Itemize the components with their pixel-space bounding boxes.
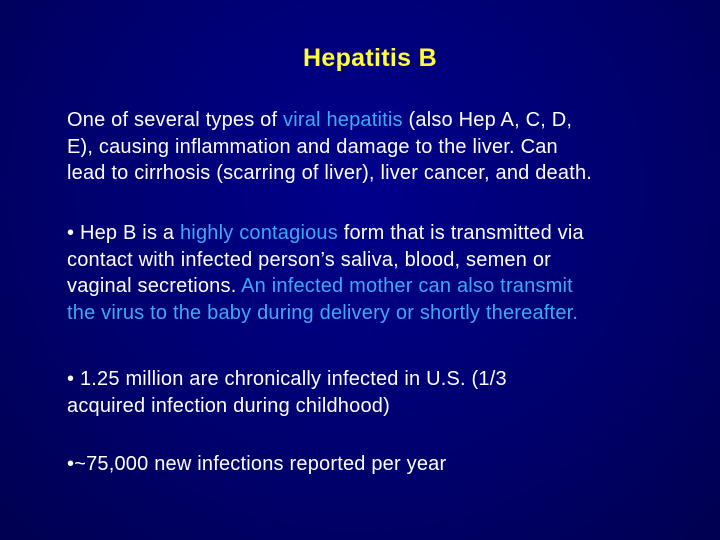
text-run: One of several types of xyxy=(67,109,284,131)
text-run: • Hep B is a xyxy=(67,222,180,244)
highlight-mother-transmission: An infected mother can also transmit xyxy=(241,275,573,297)
text-line xyxy=(67,273,687,300)
text-run: (also Hep A, C, D, xyxy=(402,109,573,131)
text-line: •~75,000 new infections reported per year xyxy=(67,453,447,475)
highlight-viral-hepatitis: viral hepatitis xyxy=(283,109,403,131)
text-line xyxy=(67,220,687,247)
text-line: • 1.25 million are chronically infected in U.S. (1/3 xyxy=(67,368,507,390)
text-line xyxy=(67,107,687,134)
text-run: form that is transmitted via xyxy=(337,222,584,244)
slide-title: Hepatitis B xyxy=(303,44,437,72)
highlight-highly-contagious: highly contagious xyxy=(179,222,338,244)
text-run: vaginal secretions. xyxy=(67,275,242,297)
paragraph-new-infections xyxy=(67,451,687,478)
text-line: contact with infected person’s saliva, blood, semen or xyxy=(67,248,552,271)
paragraph-transmission xyxy=(67,220,687,326)
text-line: lead to cirrhosis (scarring of liver), liver cancer, and death. xyxy=(67,162,593,184)
highlight-mother-transmission-cont: the virus to the baby during delivery or shortly thereafter. xyxy=(67,301,579,324)
text-line: E), causing inflammation and damage to the liver. Can xyxy=(67,135,558,158)
text-line: acquired infection during childhood) xyxy=(67,394,390,417)
paragraph-us-statistics xyxy=(67,366,687,419)
paragraph-definition xyxy=(67,107,687,187)
